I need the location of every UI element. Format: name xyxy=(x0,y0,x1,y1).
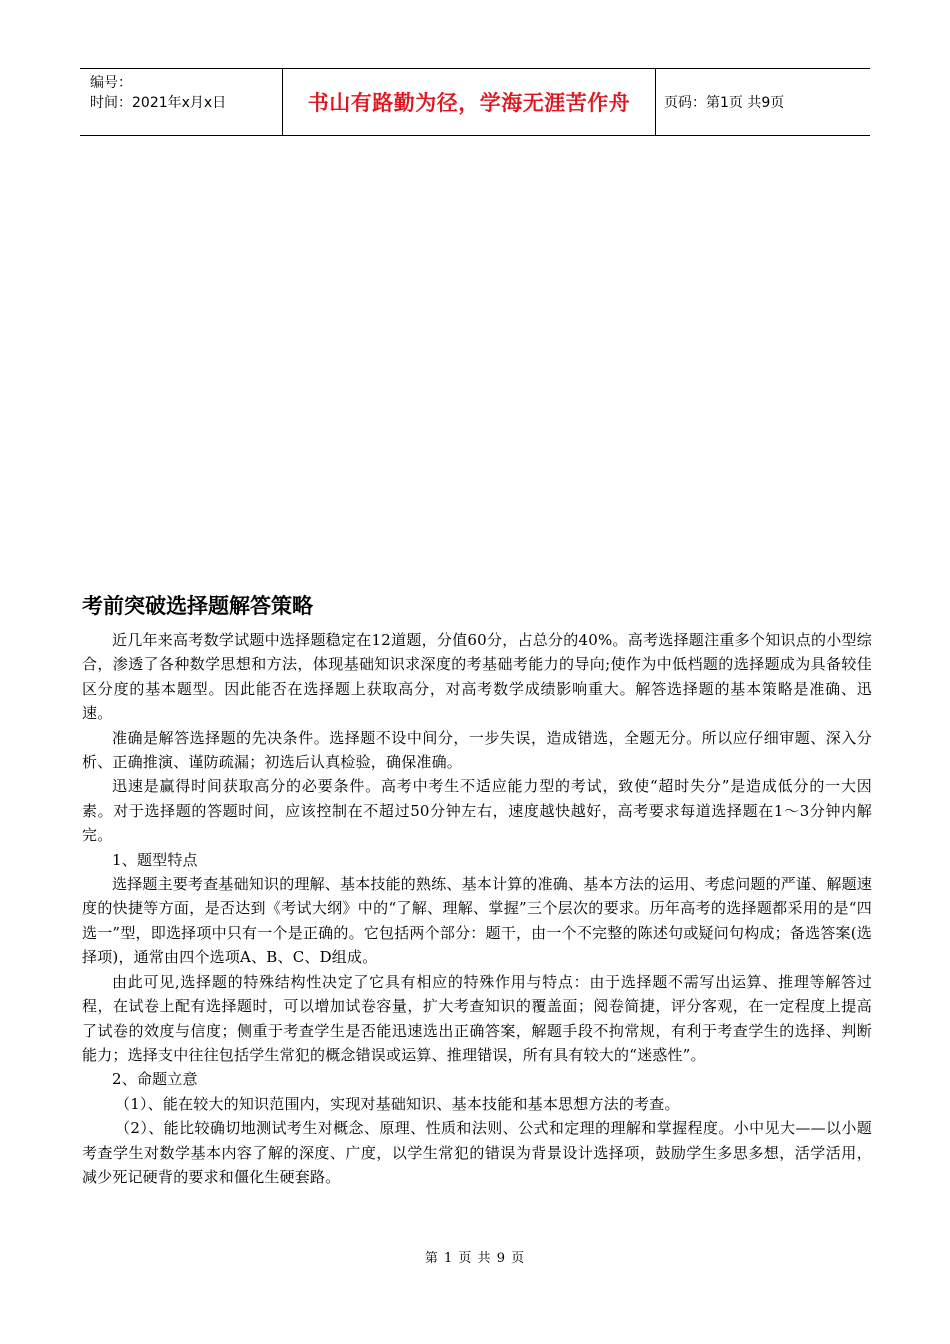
paragraph: 选择题主要考查基础知识的理解、基本技能的熟练、基本计算的准确、基本方法的运用、考虑问题的严谨、解题速度的快捷等方面，是否达到《考试大纲》中的“了解、理解、掌握”三个层次的要求。历年高考的选择题都采用的是“四选一”型，即选择项中只有一个是正确的。它包括两个部分：题干，由一个不完整的陈述句或疑问句构成；备选答案(选择项)，通常由四个选项A、B、C、D组成。 xyxy=(82,875,873,967)
section-heading: 1、题型特点 xyxy=(112,850,198,869)
paragraph: 由此可见,选择题的特殊结构性决定了它具有相应的特殊作用与特点：由于选择题不需写出运算、推理等解答过程，在试卷上配有选择题时，可以增加试卷容量，扩大考查知识的覆盖面；阅卷简捷，评分客观，在一定程度上提高了试卷的效度与信度；侧重于考查学生是否能迅速选出正确答案，解题手段不拘常规，有利于考查学生的选择、判断能力；选择支中往往包括学生常犯的概念错误或运算、推理错误，所有具有较大的“迷惑性”。 xyxy=(82,972,872,1064)
header-page-code: 页码：第1页 共9页 xyxy=(664,95,785,111)
header-motto: 书山有路勤为径，学海无涯苦作舟 xyxy=(282,69,656,135)
document-date-label: 时间：2021年x月x日 xyxy=(90,95,227,111)
section-heading: 2、命题立意 xyxy=(112,1070,198,1089)
page-footer: 第 1 页 共 9 页 xyxy=(424,1251,526,1266)
list-item: （1）、能在较大的知识范围内，实现对基础知识、基本技能和基本思想方法的考查。 xyxy=(115,1094,680,1113)
document-body xyxy=(82,628,872,1189)
list-item: （2）、能比较确切地测试考生对概念、原理、性质和法则、公式和定理的理解和掌握程度。小中见大——以小题考查学生对数学基本内容了解的深度、广度，以学生常犯的错误为背景设计选择项，鼓励学生多思多想，活学活用，减少死记硬背的要求和僵化生硬套路。 xyxy=(82,1119,872,1186)
header-meta xyxy=(80,69,282,135)
paragraph: 迅速是赢得时间获取高分的必要条件。高考中考生不适应能力型的考试，致使“超时失分”是造成低分的一大因素。对于选择题的答题时间，应该控制在不超过50分钟左右，速度越快越好，高考要求每道选择题在1～3分钟内解完。 xyxy=(82,777,872,845)
paragraph: 准确是解答选择题的先决条件。选择题不设中间分，一步失误，造成错选，全题无分。所以应仔细审题、深入分析、正确推演、谨防疏漏；初选后认真检验，确保准确。 xyxy=(82,728,872,772)
document-number-label: 编号： xyxy=(90,75,132,91)
document-title: 考前突破选择题解答策略 xyxy=(82,594,313,618)
page-header xyxy=(80,68,870,136)
paragraph: 近几年来高考数学试题中选择题稳定在12道题，分值60分，占总分的40%。高考选择题注重多个知识点的小型综合，渗透了各种数学思想和方法，体现基础知识求深度的考基础考能力的导向;使作为中低档题的选择题成为具备较佳区分度的基本题型。因此能否在选择题上获取高分，对高考数学成绩影响重大。解答选择题的基本策略是准确、迅速。 xyxy=(82,631,872,723)
